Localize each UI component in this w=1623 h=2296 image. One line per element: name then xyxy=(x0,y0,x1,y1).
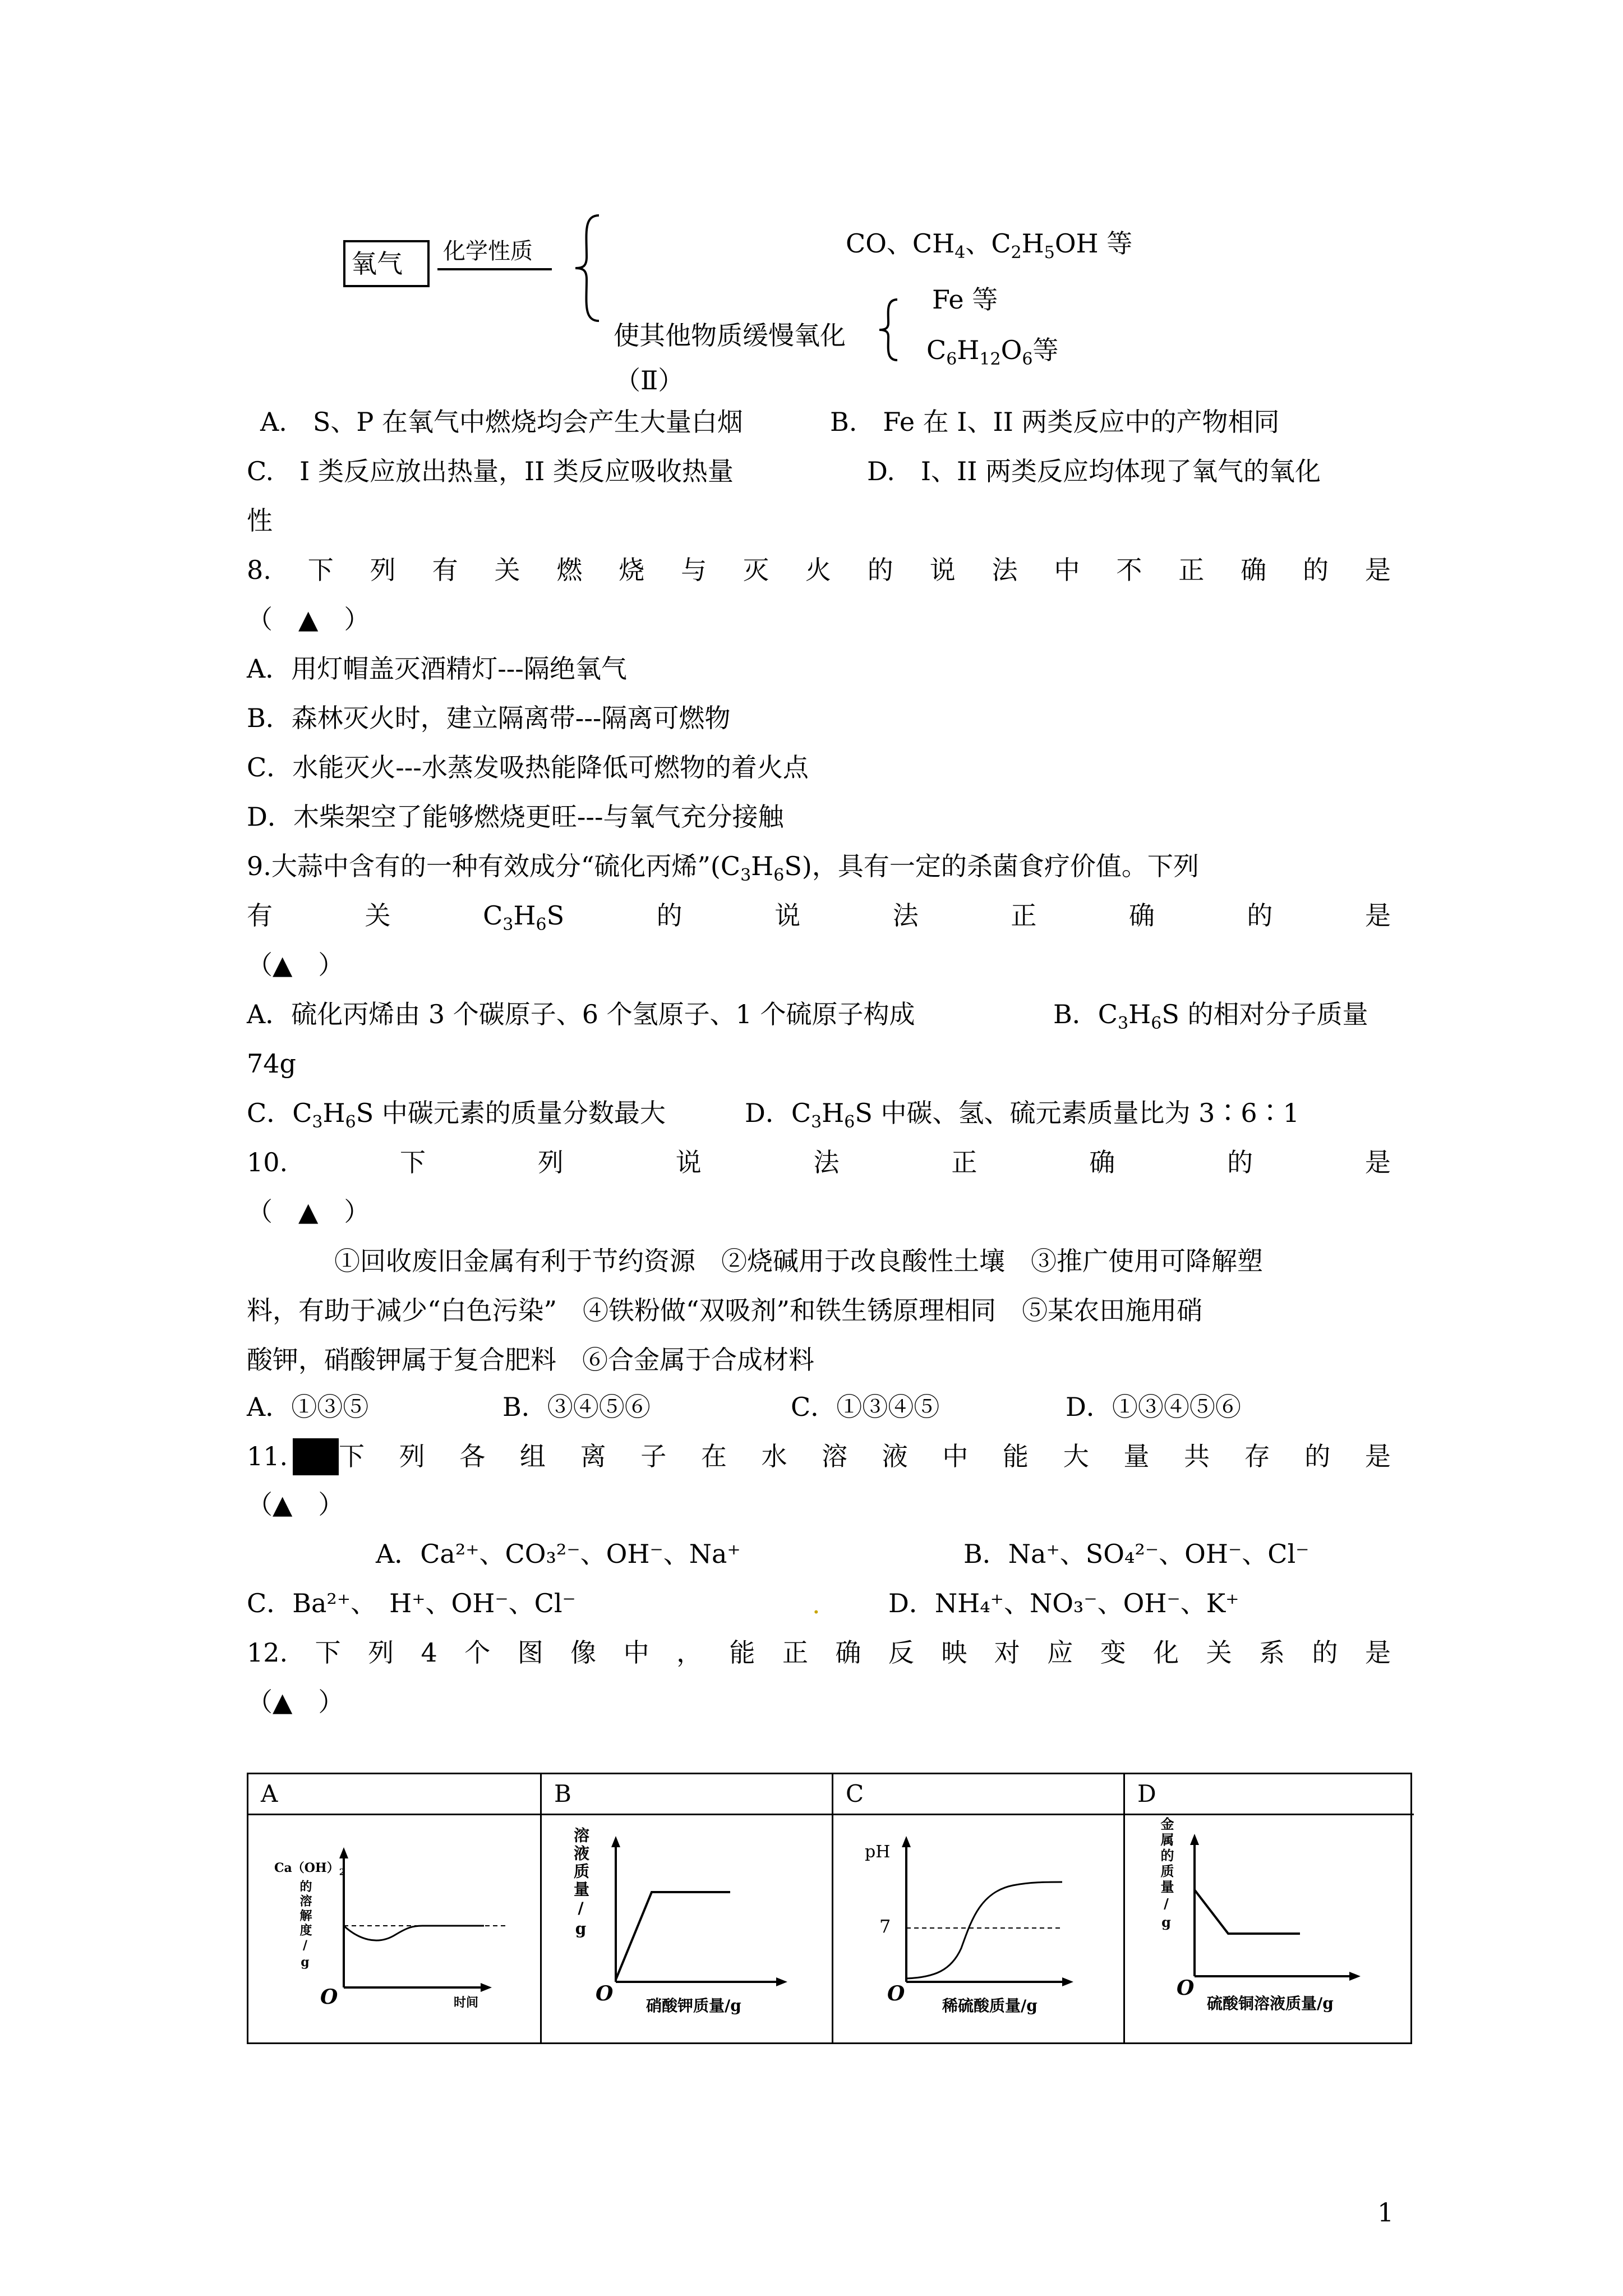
q8-option-c: C．水能灭火---水蒸发吸热能降低可燃物的着火点 xyxy=(247,752,809,783)
page-number: 1 xyxy=(1377,2197,1394,2228)
graph-a-y-arrow xyxy=(339,1847,348,1858)
q9-option-b-cont: 74g xyxy=(247,1048,296,1079)
redaction-block xyxy=(293,1438,339,1475)
q11-stem: 下 列 各 组 离 子 在 水 溶 液 中 能 大 量 共 存 的 是 xyxy=(339,1441,1391,1471)
graph-d-origin: O xyxy=(1177,1976,1195,2000)
q8-option-a: A．用灯帽盖灭酒精灯---隔绝氧气 xyxy=(247,654,627,684)
q9-stem-line1: 9.大蒜中含有的一种有效成分“硫化丙烯$”(C_3H_6S)$，具有一定的杀菌食疗价值。下列 xyxy=(247,851,1199,886)
graph-d-line xyxy=(1195,1890,1300,1934)
q8-answer-bracket: （ ▲ ） xyxy=(247,604,370,634)
q10-option-c: C．①③④⑤ xyxy=(791,1392,940,1422)
q7-option-c: C. I 类反应放出热量，II 类反应吸收热量 xyxy=(247,456,734,486)
graph-header-a: A xyxy=(248,1774,540,1815)
graph-c-ylabel: pH xyxy=(865,1842,891,1862)
fe-item: Fe 等 xyxy=(932,284,998,315)
q9-option-b: B．$C_3H_6S$ 的相对分子质量 xyxy=(1053,999,1368,1034)
graph-c-origin: O xyxy=(887,1982,905,2005)
q10-option-b: B．③④⑤⑥ xyxy=(502,1392,651,1422)
graph-b-line xyxy=(616,1892,730,1980)
graph-c-tick-7: 7 xyxy=(879,1916,891,1937)
graph-d-ylabel: 金属的质量/g xyxy=(1158,1817,1174,1932)
q9-answer-bracket: （▲ ） xyxy=(247,950,344,980)
q8-stem: 8. 下 列 有 关 燃 烧 与 灭 火 的 说 法 中 不 正 确 的 是 xyxy=(247,555,1391,585)
q10-option-d: D．①③④⑤⑥ xyxy=(1066,1392,1241,1422)
graph-a-xlabel: 时间 xyxy=(454,1995,479,2010)
q7-option-a: A. S、P 在氧气中燃烧均会产生大量白烟 xyxy=(260,407,743,437)
graph-cell-a xyxy=(248,1774,540,2042)
graph-header-d: D xyxy=(1125,1774,1414,1815)
big-brace-icon xyxy=(572,212,606,324)
q9-stem-line2: 有 关 $C_3H_6S$ 的 说 法 正 确 的 是 xyxy=(247,900,1391,935)
q10-items-line1: ①回收废旧金属有利于节约资源 ②烧碱用于改良酸性土壤 ③推广使用可降解塑 xyxy=(334,1246,1263,1276)
graph-b-xlabel: 硝酸钾质量/g xyxy=(646,1996,741,2015)
graph-c-x-arrow xyxy=(1062,1977,1073,1986)
q11-number: 11. xyxy=(247,1441,288,1471)
graph-a-plot xyxy=(248,1814,540,2046)
graph-a-x-arrow xyxy=(481,1983,492,1992)
graph-d-xlabel: 硫酸铜溶液质量/g xyxy=(1207,1994,1334,2013)
q10-items-line2: 料，有助于减少“白色污染” ④铁粉做“双吸剂”和铁生锈原理相同 ⑤某农田施用硝 xyxy=(247,1295,1203,1326)
graph-c-xlabel: 稀硫酸质量/g xyxy=(942,1996,1038,2015)
oxygen-reaction-I-products: CO、$CH_4$、$C_2H_5OH$ 等 xyxy=(846,228,1133,263)
graph-header-b: B xyxy=(542,1774,832,1815)
graph-a-origin: O xyxy=(320,1985,338,2009)
graph-b-x-arrow xyxy=(776,1977,787,1986)
q10-stem: 10. 下 列 说 法 正 确 的 是 xyxy=(247,1147,1391,1177)
q7-option-d-cont: 性 xyxy=(247,505,273,536)
oxygen-box-label: 氧气 xyxy=(351,249,403,279)
q10-items-line3: 酸钾，硝酸钾属于复合肥料 ⑥合金属于合成材料 xyxy=(247,1345,814,1375)
q11-option-d: D．NH₄⁺、NO₃⁻、OH⁻、K⁺ xyxy=(888,1588,1239,1618)
q10-option-a: A．①③⑤ xyxy=(247,1392,369,1422)
graph-a-ylabel: 的溶解度/g xyxy=(298,1880,312,1972)
chem-property-label: 化学性质 xyxy=(443,238,533,264)
q9-option-a: A．硫化丙烯由 3 个碳原子、6 个氢原子、1 个硫原子构成 xyxy=(247,999,915,1029)
graph-table xyxy=(247,1773,1412,2044)
graph-c-curve xyxy=(906,1882,1062,1978)
q10-answer-bracket: （ ▲ ） xyxy=(247,1197,370,1227)
graph-a-ylabel-top: $Ca(OH)_2$ xyxy=(274,1861,345,1878)
arrow-line xyxy=(437,268,552,270)
q9-option-d: D．$C_3H_6S$ 中碳、氢、硫元素质量比为 3∶6∶1 xyxy=(745,1098,1299,1133)
stray-dot: . xyxy=(812,1589,820,1619)
q8-option-b: B．森林灭火时，建立隔离带---隔离可燃物 xyxy=(247,703,731,733)
q7-option-b: B. Fe 在 I、II 两类反应中的产物相同 xyxy=(830,407,1280,437)
q9-option-c: C．$C_3H_6S$ 中碳元素的质量分数最大 xyxy=(247,1098,666,1133)
q8-option-d: D．木柴架空了能够燃烧更旺---与氧气充分接触 xyxy=(247,802,784,832)
graph-b-y-arrow xyxy=(611,1836,620,1847)
q11-answer-bracket: （▲ ） xyxy=(247,1489,344,1520)
graph-cell-d xyxy=(1123,1774,1414,2042)
small-brace-icon xyxy=(875,296,903,364)
graph-cell-c xyxy=(832,1774,1123,2042)
graph-a-curve xyxy=(344,1926,484,1940)
reaction-II-label: （Ⅱ） xyxy=(615,365,684,395)
glucose-item: $C_6H_{12}O_6$等 xyxy=(926,335,1059,370)
q11-option-c: C．Ba²⁺、 H⁺、OH⁻、Cl⁻ xyxy=(247,1588,576,1618)
q12-answer-bracket: （▲ ） xyxy=(247,1687,344,1717)
graph-cell-b xyxy=(540,1774,832,2042)
q11-option-b: B．Na⁺、SO₄²⁻、OH⁻、Cl⁻ xyxy=(963,1539,1310,1569)
graph-c-y-arrow xyxy=(902,1836,911,1847)
graph-b-ylabel: 溶液质量/g xyxy=(571,1827,590,1940)
slow-oxidation-label: 使其他物质缓慢氧化 xyxy=(614,320,846,351)
q11-option-a: A．Ca²⁺、CO₃²⁻、OH⁻、Na⁺ xyxy=(376,1539,741,1569)
graph-header-c: C xyxy=(833,1774,1123,1815)
q12-stem: 12. 下 列 4 个 图 像 中 ， 能 正 确 反 映 对 应 变 化 关 系 的 是 xyxy=(247,1637,1391,1668)
graph-d-y-arrow xyxy=(1190,1834,1199,1845)
q7-option-d: D. I、II 两类反应均体现了氧气的氧化 xyxy=(867,456,1321,486)
graph-d-x-arrow xyxy=(1349,1972,1361,1981)
graph-b-origin: O xyxy=(596,1982,614,2005)
